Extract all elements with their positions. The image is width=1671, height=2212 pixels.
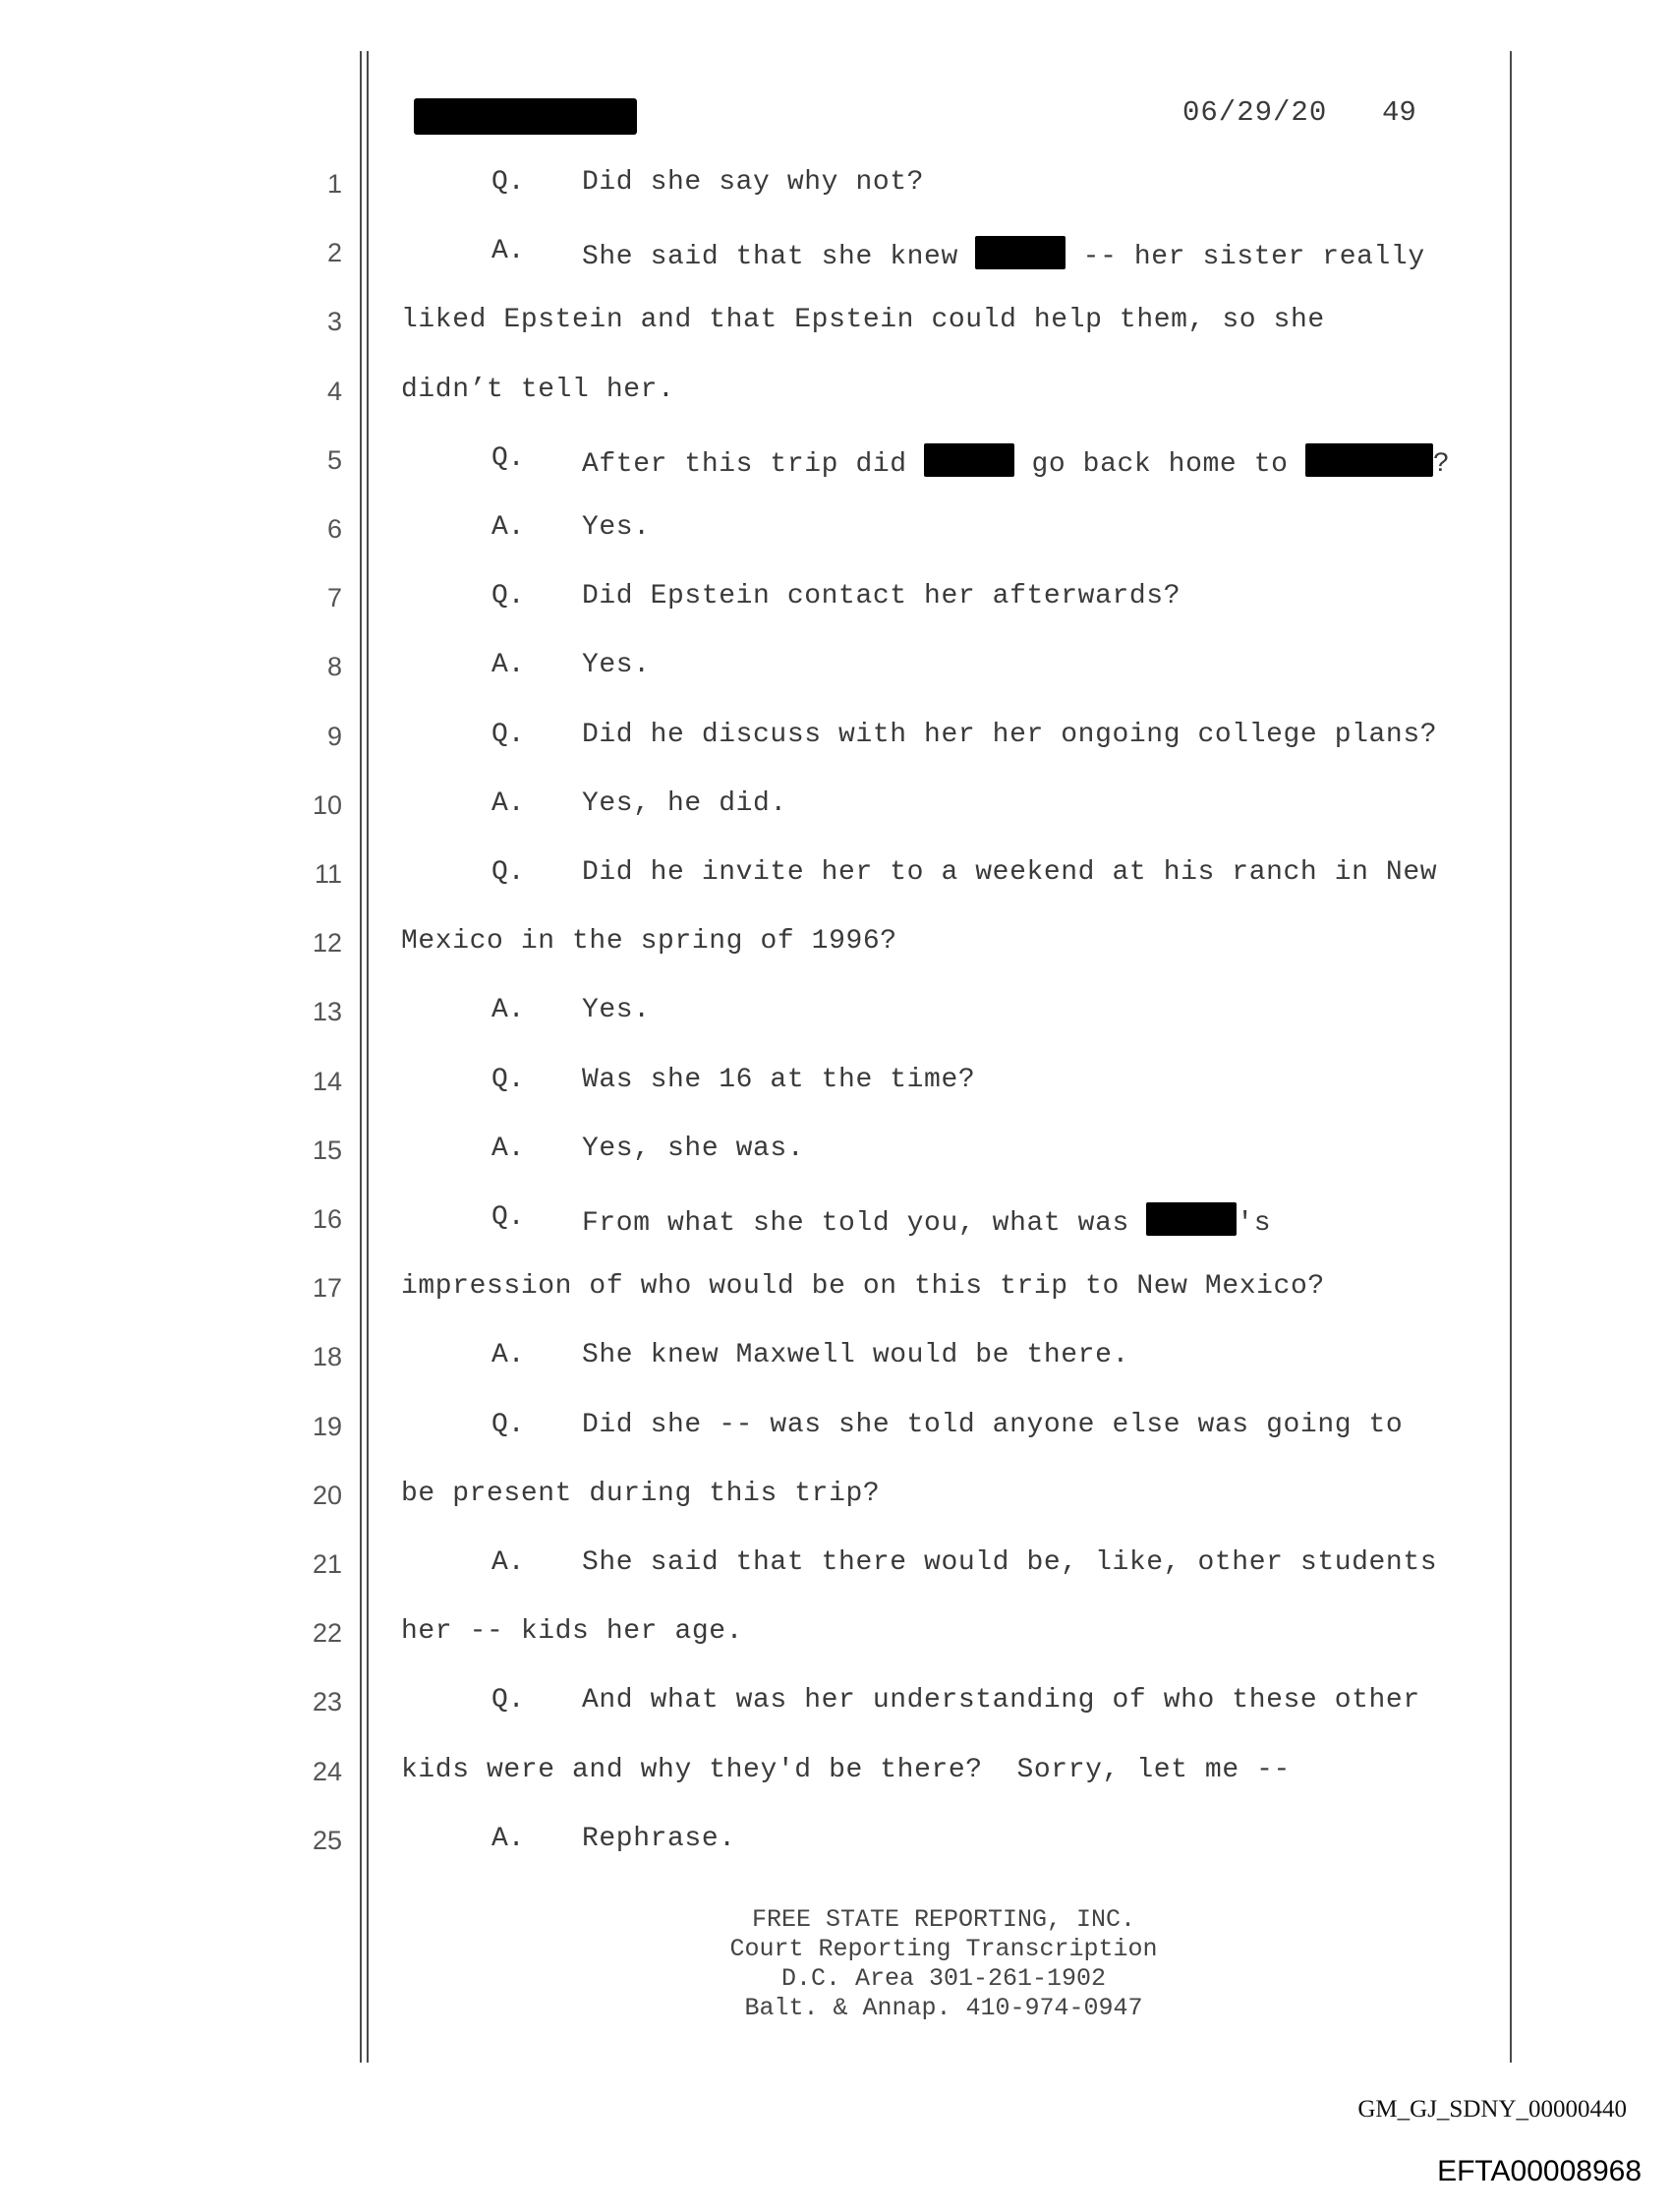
transcript-line: [0, 232, 1671, 275]
line-text-segment: Rephrase.: [582, 1824, 736, 1854]
line-number: 6: [326, 514, 342, 544]
line-number: 10: [312, 790, 342, 820]
line-text-segment: She said that she knew: [582, 242, 976, 272]
line-number: 2: [326, 238, 342, 267]
transcript-line: [0, 1475, 1671, 1518]
transcript-line: [0, 1820, 1671, 1863]
line-text-segment: After this trip did: [582, 449, 925, 480]
line-number: 24: [312, 1757, 342, 1786]
line-text-segment: impression of who would be on this trip to New Mexico?: [401, 1271, 1325, 1302]
question-label: Q.: [491, 1202, 525, 1233]
line-number: 11: [314, 859, 342, 889]
answer-label: A.: [491, 236, 525, 266]
line-text: [401, 1271, 1325, 1302]
line-number: 23: [312, 1687, 342, 1717]
line-text-segment: Mexico in the spring of 1996?: [401, 926, 897, 957]
redaction-box: [1146, 1202, 1237, 1236]
line-text: [582, 995, 651, 1025]
line-text: [582, 650, 651, 680]
transcript-line: [0, 371, 1671, 414]
footer-balt-phone: Balt. & Annap. 410-974-0947: [744, 1994, 1143, 2022]
line-number: 16: [312, 1204, 342, 1234]
line-number: 18: [312, 1342, 342, 1371]
line-number: 1: [326, 169, 342, 199]
line-number: 25: [312, 1826, 342, 1855]
line-text: [582, 788, 787, 819]
line-text-segment: Yes, she was.: [582, 1134, 805, 1164]
transcript-line: [0, 1751, 1671, 1794]
line-number: 4: [326, 377, 342, 406]
question-label: Q.: [491, 443, 525, 474]
line-text: [582, 857, 1437, 888]
line-text: [582, 236, 1425, 272]
answer-label: A.: [491, 650, 525, 680]
transcript-line: [0, 508, 1671, 552]
transcript-line: [0, 1130, 1671, 1173]
line-text: [582, 1340, 1129, 1370]
transcript-line: [0, 301, 1671, 344]
line-text: [582, 1065, 975, 1095]
transcript-line: [0, 716, 1671, 759]
answer-label: A.: [491, 1340, 525, 1370]
line-text: [401, 305, 1325, 335]
line-text-segment: kids were and why they'd be there? Sorry, let me --: [401, 1755, 1291, 1785]
transcript-line: [0, 163, 1671, 206]
transcript-line: [0, 1406, 1671, 1449]
answer-label: A.: [491, 1547, 525, 1578]
line-text-segment: liked Epstein and that Epstein could help them, so she: [401, 305, 1325, 335]
line-text-segment: Yes, he did.: [582, 788, 787, 819]
transcript-line: [0, 853, 1671, 897]
line-number: 3: [326, 307, 342, 336]
transcript-line: [0, 991, 1671, 1034]
line-number: 17: [312, 1273, 342, 1303]
line-text: [401, 926, 897, 957]
question-label: Q.: [491, 720, 525, 750]
line-number: 13: [312, 997, 342, 1026]
reporter-footer: [629, 1905, 1258, 2023]
line-text-segment: Did she say why not?: [582, 167, 925, 198]
efta-number: EFTA00008968: [1437, 2155, 1642, 2187]
line-text-segment: From what she told you, what was: [582, 1208, 1147, 1239]
control-number: GM_GJ_SDNY_00000440: [1357, 2096, 1627, 2123]
line-text-segment: She knew Maxwell would be there.: [582, 1340, 1129, 1370]
line-text: [582, 443, 1450, 480]
line-text-segment: Did she -- was she told anyone else was going to: [582, 1410, 1404, 1440]
transcript-line: [0, 922, 1671, 965]
line-text: [582, 1410, 1403, 1440]
line-text: [401, 1616, 743, 1647]
transcript-line: [0, 577, 1671, 620]
line-text-segment: -- her sister really: [1066, 242, 1425, 272]
line-text: [582, 581, 1181, 611]
line-text-segment: Was she 16 at the time?: [582, 1065, 976, 1095]
line-text: [582, 1824, 736, 1854]
transcript-line: [0, 646, 1671, 689]
answer-label: A.: [491, 1134, 525, 1164]
line-text-segment: Did he discuss with her her ongoing college plans?: [582, 720, 1438, 750]
redaction-box: [975, 236, 1066, 269]
answer-label: A.: [491, 1824, 525, 1854]
line-number: 8: [326, 652, 342, 681]
header-redaction: [414, 98, 637, 135]
line-text-segment: Did Epstein contact her afterwards?: [582, 581, 1181, 611]
line-text: [401, 1479, 880, 1509]
line-number: 14: [312, 1067, 342, 1096]
line-text-segment: didn’t tell her.: [401, 375, 675, 405]
header-page-number: 49: [1382, 96, 1416, 129]
transcript-line: [0, 1612, 1671, 1656]
line-text-segment: Did he invite her to a weekend at his ranch in New: [582, 857, 1438, 888]
line-text: [582, 1202, 1271, 1239]
transcript-line: [0, 439, 1671, 483]
line-text: [582, 1134, 804, 1164]
line-number: 21: [312, 1549, 342, 1579]
answer-label: A.: [491, 788, 525, 819]
question-label: Q.: [491, 1065, 525, 1095]
question-label: Q.: [491, 167, 525, 198]
line-text-segment: Yes.: [582, 995, 651, 1025]
line-number: 22: [312, 1618, 342, 1648]
footer-company: FREE STATE REPORTING, INC.: [751, 1905, 1136, 1934]
line-text: [401, 1755, 1291, 1785]
line-text: [582, 720, 1437, 750]
transcript-line: [0, 785, 1671, 828]
question-label: Q.: [491, 581, 525, 611]
transcript-line: [0, 1198, 1671, 1242]
footer-dc-phone: D.C. Area 301-261-1902: [780, 1964, 1107, 1993]
transcript-line: [0, 1681, 1671, 1724]
line-number: 5: [326, 445, 342, 475]
line-number: 9: [326, 722, 342, 751]
line-text-segment: be present during this trip?: [401, 1479, 881, 1509]
line-text-segment: ?: [1432, 449, 1451, 480]
line-number: 19: [312, 1412, 342, 1441]
line-text: [582, 167, 924, 198]
line-text-segment: her -- kids her age.: [401, 1616, 744, 1647]
footer-services: Court Reporting Transcription: [729, 1935, 1158, 1963]
line-number: 20: [312, 1481, 342, 1510]
line-text: [582, 512, 651, 543]
line-text: [582, 1547, 1437, 1578]
line-text-segment: Yes.: [582, 650, 651, 680]
line-number: 15: [312, 1135, 342, 1165]
redaction-box: [1305, 443, 1433, 477]
question-label: Q.: [491, 1410, 525, 1440]
question-label: Q.: [491, 1685, 525, 1716]
line-text-segment: Yes.: [582, 512, 651, 543]
line-text-segment: go back home to: [1014, 449, 1305, 480]
transcript-line: [0, 1543, 1671, 1587]
answer-label: A.: [491, 995, 525, 1025]
line-text-segment: She said that there would be, like, other students: [582, 1547, 1438, 1578]
question-label: Q.: [491, 857, 525, 888]
transcript-line: [0, 1061, 1671, 1104]
answer-label: A.: [491, 512, 525, 543]
line-number: 7: [326, 583, 342, 612]
transcript-line: [0, 1267, 1671, 1310]
line-text: [401, 375, 674, 405]
line-text-segment: 's: [1237, 1208, 1272, 1239]
transcript-line: [0, 1336, 1671, 1379]
redaction-box: [924, 443, 1014, 477]
header-date: 06/29/20: [1182, 96, 1328, 129]
line-text: [582, 1685, 1420, 1716]
line-text-segment: And what was her understanding of who these other: [582, 1685, 1420, 1716]
line-number: 12: [312, 928, 342, 958]
